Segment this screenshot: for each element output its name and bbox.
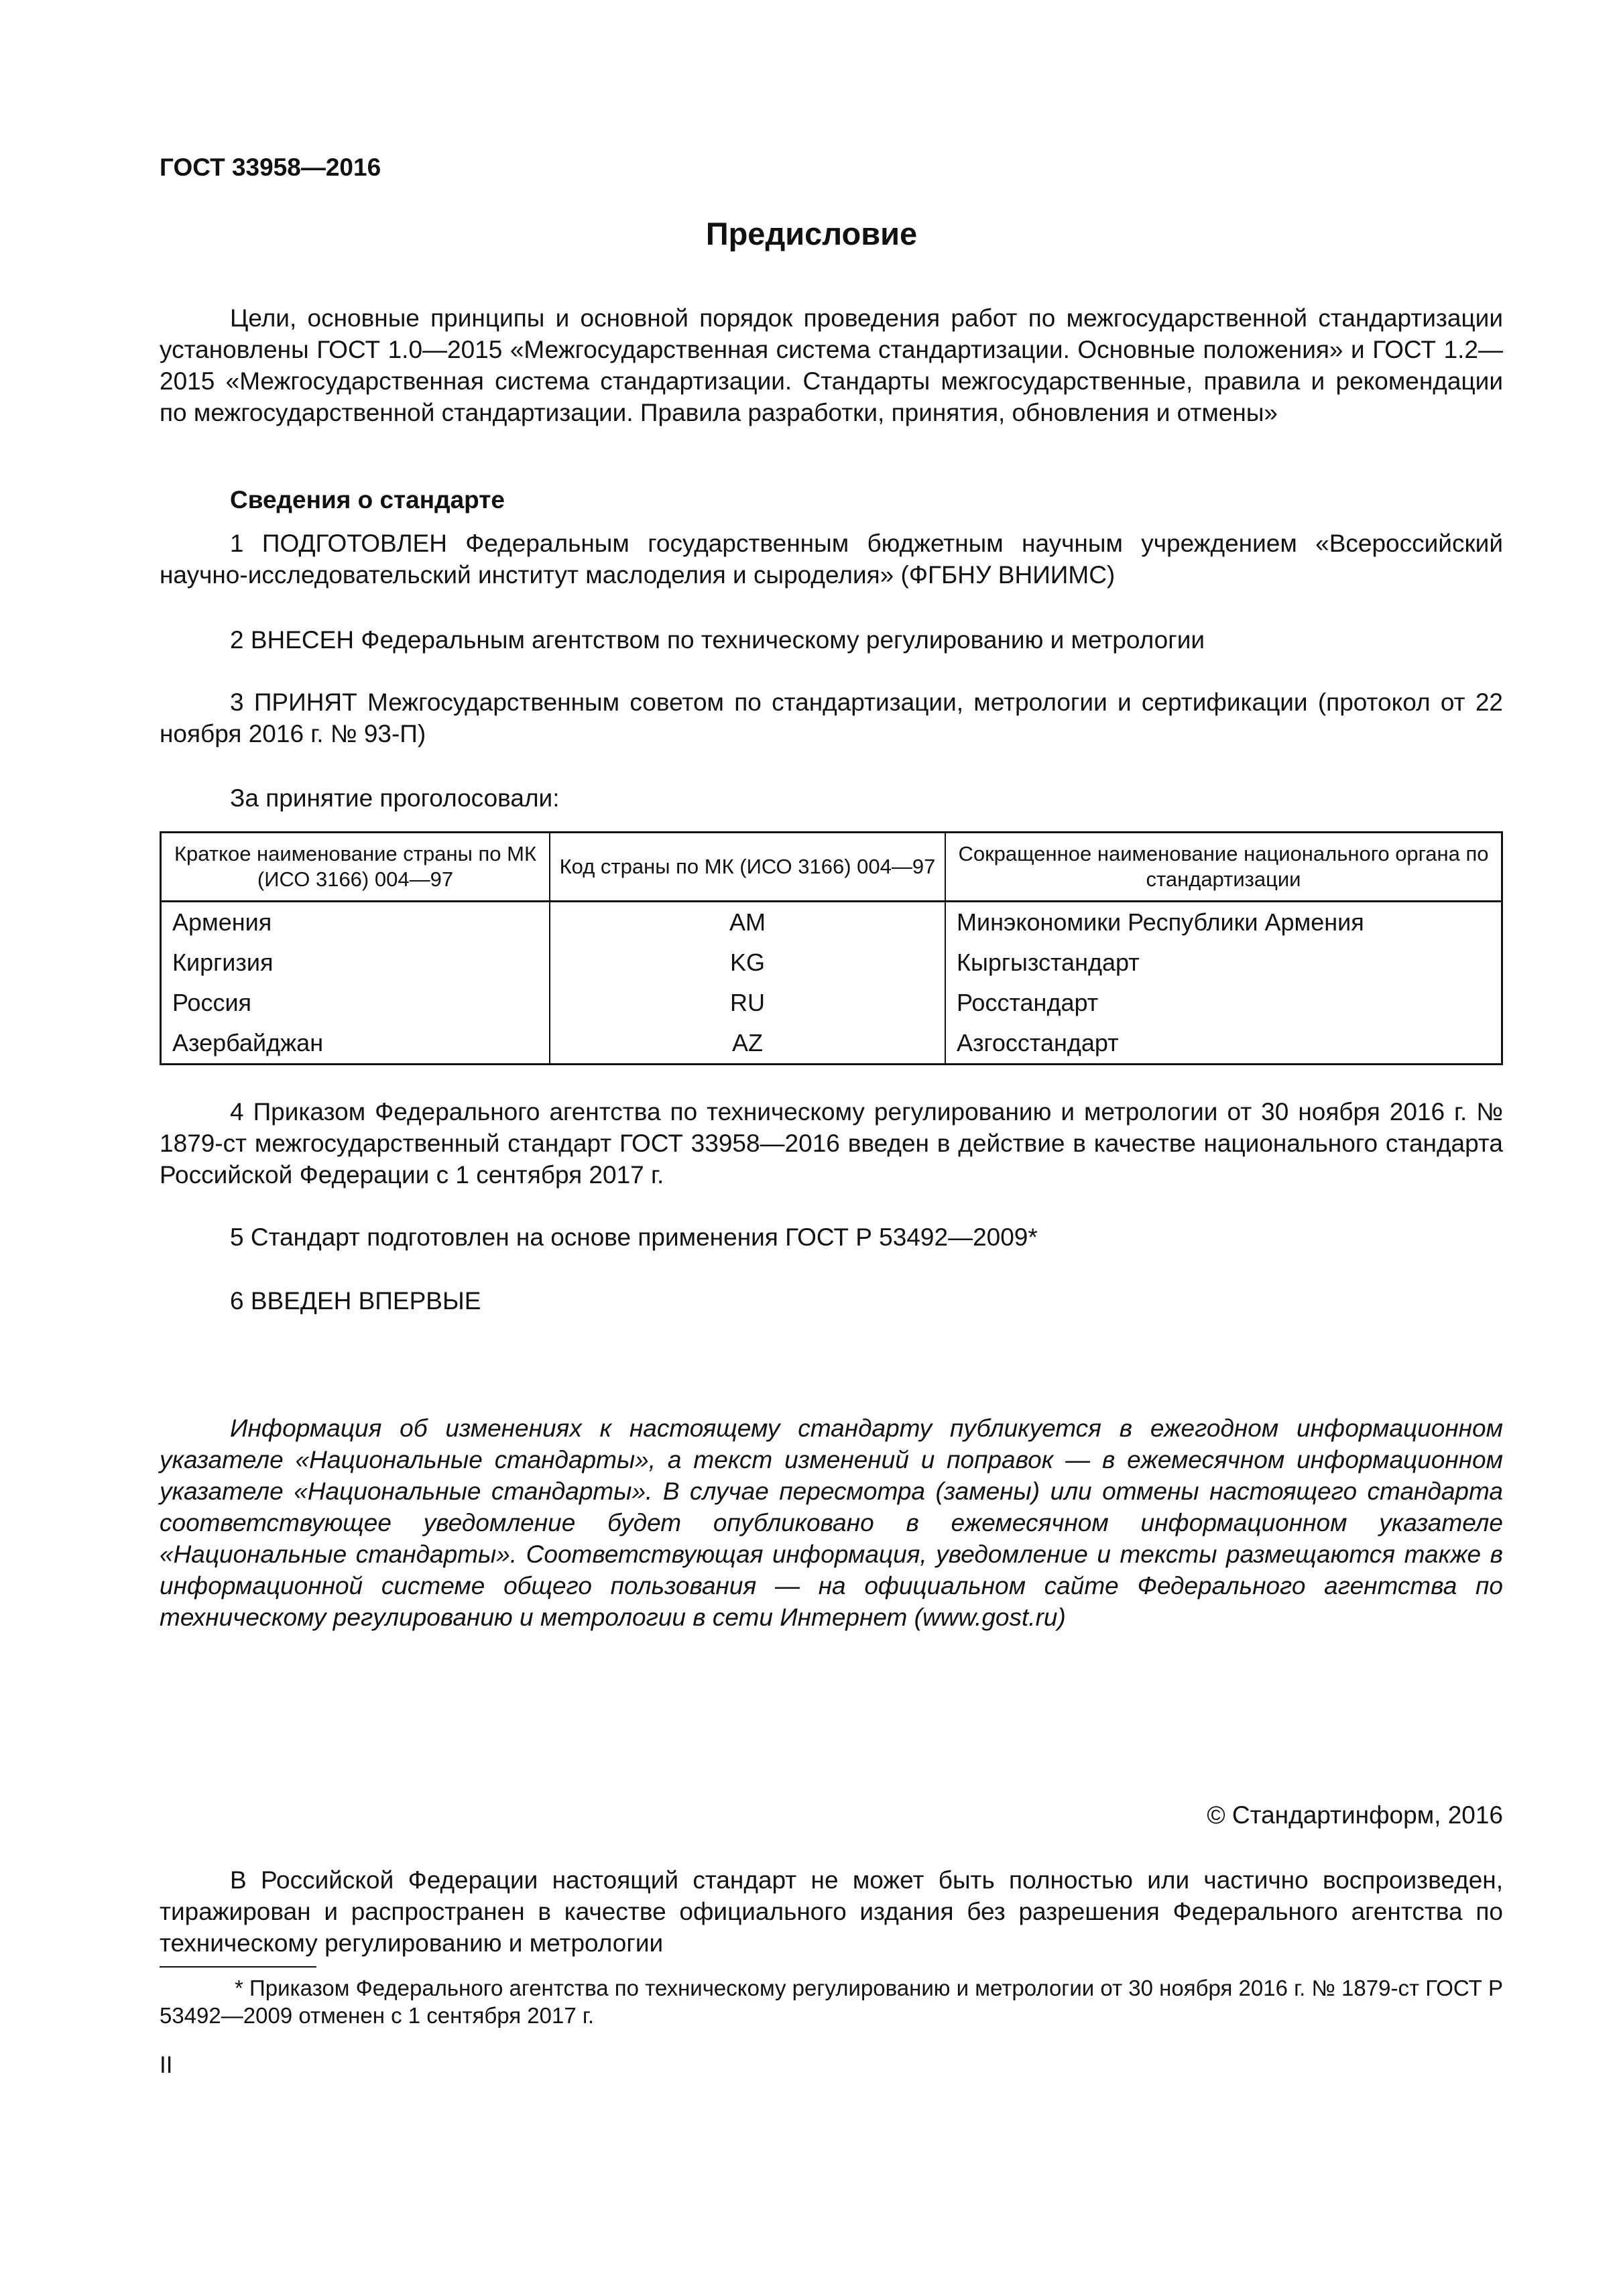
footnote: * Приказом Федерального агентства по техническому регулированию и метрологии от 30 ноября 2016 г. № 1879-ст ГОСТ Р 53492—2009 отменен с 1 сентября 2017 г. — [160, 1976, 1503, 2029]
table-row — [161, 1023, 1502, 1065]
rights-notice: В Российской Федерации настоящий стандарт не может быть полностью или частично воспроизведен, тиражирован и распространен в качестве официального издания без разрешения Федерального агентства по техническому регулированию и метрологии — [160, 1866, 1503, 1957]
table-header-row — [161, 833, 1502, 902]
table-row — [161, 983, 1502, 1023]
table-row — [161, 901, 1502, 943]
country-name: Азербайджан — [161, 1023, 550, 1065]
item-prepared: 1 ПОДГОТОВЛЕН Федеральным государственным бюджетным научным учреждением «Всероссийский научно-исследовательский институт маслоделия и сыроделия» (ФГБНУ ВНИИМС) — [160, 530, 1503, 589]
page-title: Предисловие — [705, 216, 918, 251]
country-name: Армения — [161, 901, 550, 943]
column-header-code: Код страны по МК (ИСО 3166) 004—97 — [550, 833, 945, 902]
votes-intro: За принятие проголосовали: — [230, 784, 560, 812]
intro-paragraph: Цели, основные принципы и основной порядок проведения работ по межгосударственной стандартизации установлены ГОСТ 1.0—2015 «Межгосударственная система стандартизации. Основные положения» и ГОСТ 1.2—2015 «Межгосударственная система стандартизации. Стандарты межгосударственные, правила и рекомендации по межгосударственной стандартизации. Правила разработки, принятия, обновления и отмены» — [160, 304, 1503, 426]
standards-body: Росстандарт — [957, 988, 1099, 1016]
column-header-body: Сокращенное наименование национального органа по стандартизации — [945, 833, 1502, 902]
country-code: AM — [550, 901, 945, 943]
column-header-country: Краткое наименование страны по МК (ИСО 3166) 004—97 — [161, 833, 550, 902]
standards-body: Азгосстандарт — [957, 1028, 1119, 1056]
country-name: Киргизия — [161, 943, 550, 983]
item-basis: 5 Стандарт подготовлен на основе применения ГОСТ Р 53492—2009* — [230, 1223, 1038, 1251]
voting-table — [160, 831, 1503, 1065]
page-number: II — [160, 2052, 173, 2078]
item-adopted: 3 ПРИНЯТ Межгосударственным советом по стандартизации, метрологии и сертификации (протокол от 22 ноября 2016 г. № 93-П) — [160, 688, 1503, 747]
country-name: Россия — [161, 983, 550, 1023]
copyright-line: © Стандартинформ, 2016 — [1207, 1801, 1503, 1829]
country-code: AZ — [550, 1023, 945, 1065]
change-info-notice: Информация об изменениях к настоящему стандарту публикуется в ежегодном информационном указателе «Национальные стандарты», а текст изменений и поправок — в ежемесячном информационном указателе «Национальные стандарты». В случае пересмотра (замены) или отмены настоящего стандарта соответствующее уведомление будет опубликовано в ежемесячном информационном указателе «Национальные стандарты». Соответствующая информация, уведомление и тексты размещаются также в информационной системе общего пользования — на официальном сайте Федерального агентства по техническому регулированию и метрологии в сети Интернет (www.gost.ru) — [160, 1414, 1503, 1631]
info-heading: Сведения о стандарте — [230, 486, 505, 513]
standards-body: Кыргызстандарт — [957, 948, 1140, 976]
country-code: RU — [550, 983, 945, 1023]
footnote-divider — [160, 1966, 316, 1968]
item-first-edition: 6 ВВЕДЕН ВПЕРВЫЕ — [230, 1287, 481, 1315]
item-enacted: 4 Приказом Федерального агентства по техническому регулированию и метрологии от 30 ноября 2016 г. № 1879-ст межгосударственный стандарт ГОСТ 33958—2016 введен в действие в качестве национального стандарта Российской Федерации с 1 сентября 2017 г. — [160, 1098, 1503, 1189]
standards-body: Минэкономики Республики Армения — [957, 908, 1364, 936]
country-code: KG — [550, 943, 945, 983]
table-row — [161, 943, 1502, 983]
document-code: ГОСТ 33958—2016 — [160, 154, 381, 181]
item-submitted: 2 ВНЕСЕН Федеральным агентством по техническому регулированию и метрологии — [230, 626, 1205, 654]
